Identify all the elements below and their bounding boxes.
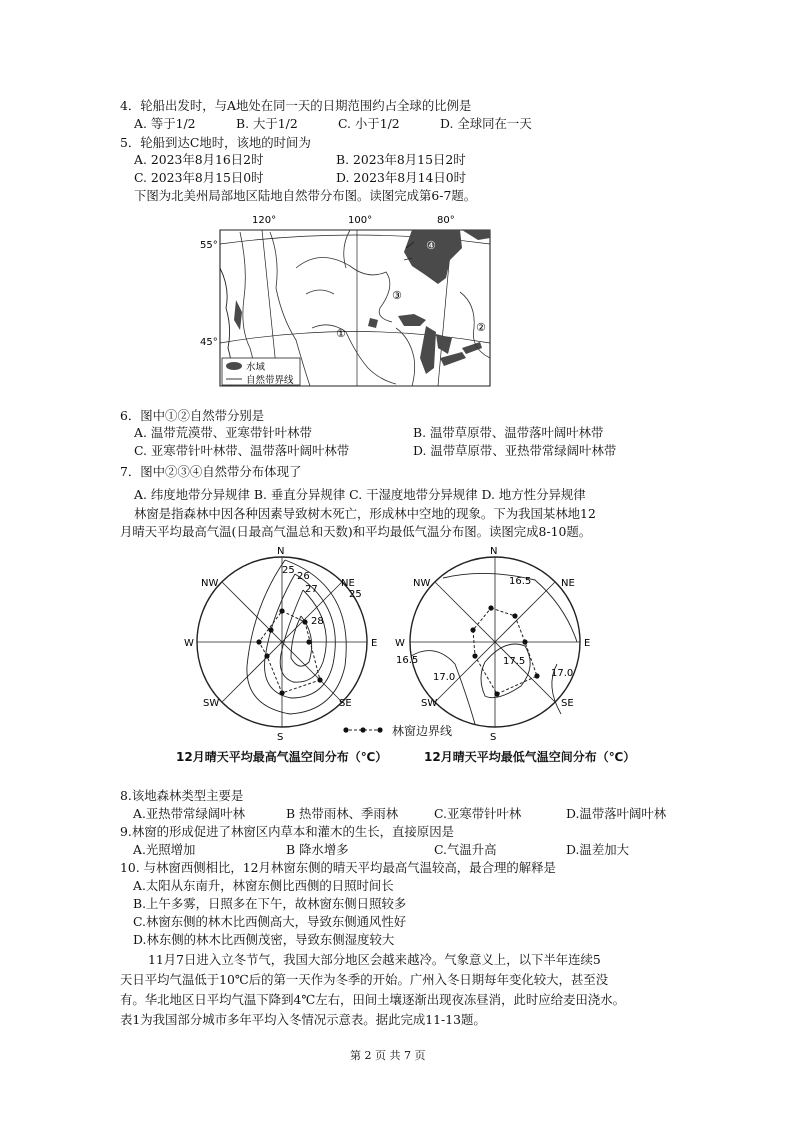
zone-label-1: ① (336, 327, 346, 340)
max-temp-chart-title: 12月晴天平均最高气温空间分布（℃） (176, 750, 388, 764)
min-iso-165a: 16.5 (509, 576, 532, 587)
max-dir-ne: NE (341, 578, 355, 589)
q4-option-a: A. 等于1/2 (134, 116, 196, 131)
intro-11-13-line3: 有。华北地区日平均气温下降到4℃左右，田间土壤逐渐出现夜冻昼消，此时应给麦田浇水。 (120, 992, 625, 1007)
forest-gap-temperature-charts (185, 546, 605, 746)
intro-11-13-line4: 表1为我国部分城市多年平均入冬情况示意表。据此完成11-13题。 (120, 1012, 486, 1027)
min-dir-n: N (490, 546, 498, 557)
q10-option-b: B.上午多雾，日照多在下午，故林窗东侧日照较多 (133, 896, 407, 911)
q5-option-c: C. 2023年8月15日0时 (134, 170, 264, 185)
page-footer: 第 2 页 共 7 页 (350, 1049, 426, 1062)
q5-option-a: A. 2023年8月16日2时 (134, 152, 264, 167)
min-dir-se: SE (561, 698, 574, 709)
q8-option-b: B 热带雨林、季雨林 (286, 806, 399, 821)
lake-erie (440, 352, 466, 366)
q9-option-d: D.温差加大 (566, 842, 629, 857)
min-dir-nw: NW (413, 578, 431, 589)
min-iso-175: 17.5 (503, 656, 526, 667)
min-iso-165b: 16.5 (396, 655, 419, 666)
min-temp-chart-title: 12月晴天平均最低气温空间分布（℃） (424, 750, 636, 764)
max-iso-28: 28 (311, 616, 324, 627)
min-dir-sw: SW (421, 698, 438, 709)
q4-stem: 4．轮船出发时，与A地处在同一天的日期范围约占全球的比例是 (120, 98, 472, 113)
q9-option-a: A.光照增加 (133, 842, 196, 857)
q9-stem: 9.林窗的形成促进了林窗区内草本和灌木的生长，直接原因是 (120, 824, 454, 839)
gap-boundary-legend-label: 林窗边界线 (392, 724, 453, 738)
q10-option-d: D.林东侧的林木比西侧茂密，导致东侧湿度较大 (133, 932, 395, 947)
q6-option-b: B. 温带草原带、温带落叶阔叶林带 (413, 425, 604, 440)
q8-stem: 8.该地森林类型主要是 (120, 788, 244, 803)
q4-option-c: C. 小于1/2 (338, 116, 400, 131)
lon-label-100: 100° (348, 215, 373, 226)
max-iso-25b: 25 (349, 589, 362, 600)
q9-option-b: B 降水增多 (286, 842, 349, 857)
q8-option-d: D.温带落叶阔叶林 (566, 806, 667, 821)
min-iso-170b: 17.0 (551, 668, 574, 679)
q8-option-c: C.亚寒带针叶林 (434, 806, 522, 821)
q7-stem: 7．图中②③④自然带分布体现了 (120, 464, 302, 479)
intro-6-7: 下图为北美州局部地区陆地自然带分布图。读图完成第6-7题。 (134, 188, 477, 203)
legend-boundary: 自然带界线 (246, 375, 294, 386)
max-iso-27: 27 (305, 584, 318, 595)
intro-11-13-line2: 天日平均气温低于10℃后的第一天作为冬季的开始。广州入冬日期每年变化较大，甚至没 (120, 972, 609, 987)
lake-michigan (420, 326, 436, 374)
intro-8-10-line1: 林窗是指森林中因各种因素导致树木死亡，形成林中空地的现象。下为我国某林地12 (134, 506, 596, 521)
legend-water: 水域 (246, 362, 266, 373)
max-dir-nw: NW (201, 578, 219, 589)
q8-option-a: A.亚热带常绿阔叶林 (133, 806, 246, 821)
zone-label-2: ② (476, 321, 486, 334)
q10-stem: 10. 与林窗西侧相比，12月林窗东侧的晴天平均最高气温较高，最合理的解释是 (120, 860, 556, 875)
max-temp-chart (184, 546, 377, 743)
gap-boundary-legend-symbol (340, 724, 386, 736)
lon-label-80: 80° (437, 215, 455, 226)
zone-label-3: ③ (392, 289, 402, 302)
min-dir-e: E (584, 638, 591, 649)
q5-stem: 5．轮船到达C地时，该地的时间为 (120, 135, 311, 150)
q10-option-c: C.林窗东侧的林木比西侧高大，导致东侧通风性好 (133, 914, 407, 929)
max-dir-sw: SW (203, 698, 220, 709)
lake-superior (398, 314, 426, 326)
q5-option-d: D. 2023年8月14日0时 (336, 170, 466, 185)
north-america-zone-map (200, 208, 500, 398)
intro-11-13-line1: 11月7日进入立冬节气，我国大部分地区会越来越冷。气象意义上，以下半年连续5 (148, 952, 601, 967)
lat-label-55: 55° (200, 240, 218, 251)
min-iso-170a: 17.0 (433, 672, 456, 683)
q5-option-b: B. 2023年8月15日2时 (336, 152, 466, 167)
min-dir-ne: NE (561, 578, 575, 589)
max-dir-e: E (371, 638, 378, 649)
q6-option-a: A. 温带荒漠带、亚寒带针叶林带 (134, 425, 312, 440)
q6-option-d: D. 温带草原带、亚热带常绿阔叶林带 (413, 443, 617, 458)
q4-option-d: D. 全球同在一天 (440, 116, 532, 131)
max-dir-n: N (277, 546, 285, 557)
max-dir-se: SE (339, 698, 352, 709)
lat-label-45: 45° (200, 337, 218, 348)
min-dir-s: S (490, 732, 497, 743)
zone-label-4: ④ (426, 239, 436, 252)
intro-8-10-line2: 月晴天平均最高气温(日最高气温总和天数)和平均最低气温分布图。读图完成8-10题。 (120, 524, 592, 539)
q6-option-c: C. 亚寒带针叶林带、温带落叶阔叶林带 (134, 443, 350, 458)
q6-stem: 6．图中①②自然带分别是 (120, 408, 265, 423)
q4-option-b: B. 大于1/2 (236, 116, 298, 131)
q7-options: A. 纬度地带分异规律 B. 垂直分异规律 C. 干湿度地带分异规律 D. 地方性分异规律 (134, 487, 586, 502)
max-dir-w: W (184, 638, 194, 649)
lon-label-120: 120° (252, 215, 277, 226)
max-iso-26: 26 (297, 571, 310, 582)
max-iso-25a: 25 (282, 565, 295, 576)
q10-option-a: A.太阳从东南升，林窗东侧比西侧的日照时间长 (133, 878, 394, 893)
q9-option-c: C.气温升高 (434, 842, 497, 857)
max-dir-s: S (277, 732, 284, 743)
min-dir-w: W (395, 638, 405, 649)
min-temp-chart (395, 546, 590, 743)
